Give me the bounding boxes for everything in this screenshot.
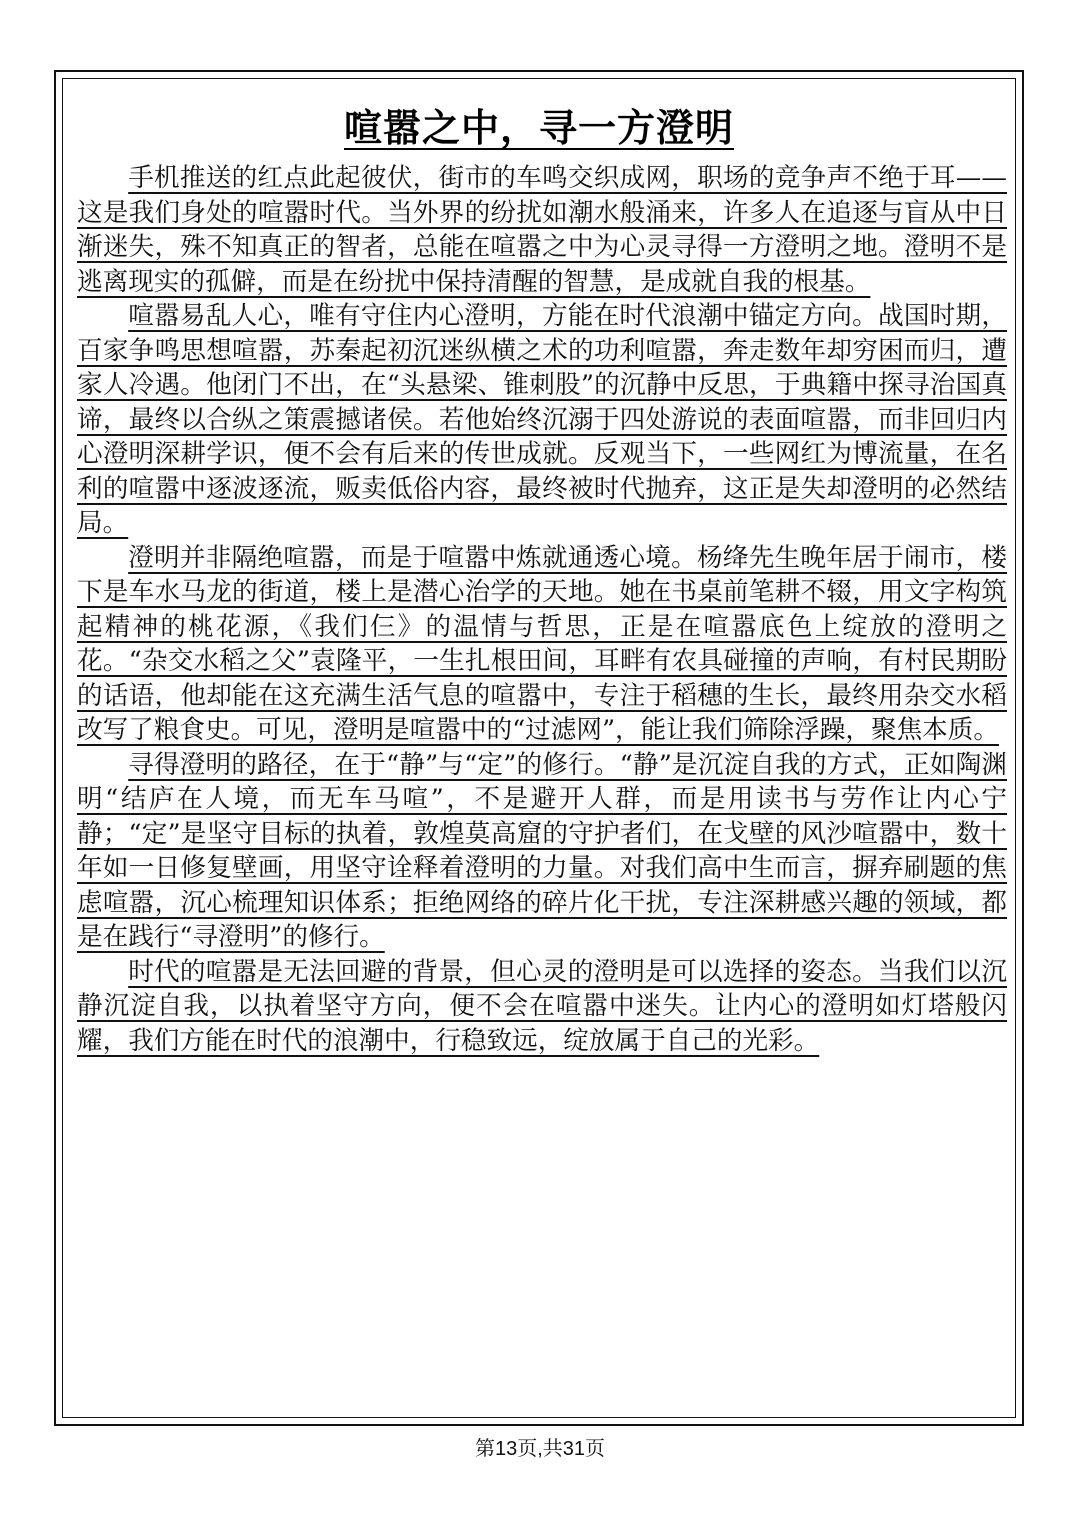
essay-body <box>77 161 1007 1058</box>
paragraph-2-text: 喧嚣易乱人心，唯有守住内心澄明，方能在时代浪潮中锚定方向。战国时期，百家争鸣思想喧嚣，苏秦起初沉迷纵横之术的功利喧嚣，奔走数年却穷困而归，遭家人冷遇。他闭门不出，在“头悬梁、锥刺股”的沉静中反思，于典籍中探寻治国真谛，最终以合纵之策震撼诸侯。若他始终沉溺于四处游说的表面喧嚣，而非回归内心澄明深耕学识，便不会有后来的传世成就。反观当下，一些网红为博流量，在名利的喧嚣中逐波逐流，贩卖低俗内容，最终被时代抛弃，这正是失却澄明的必然结局。 <box>77 301 1007 538</box>
page-number: 第13页,共31页 <box>474 1438 606 1460</box>
paragraph-3 <box>77 541 1007 748</box>
paragraph-5-text: 时代的喧嚣是无法回避的背景，但心灵的澄明是可以选择的姿态。当我们以沉静沉淀自我，以执着坚守方向，便不会在喧嚣中迷失。让内心的澄明如灯塔般闪耀，我们方能在时代的浪潮中，行稳致远，绽放属于自己的光彩。 <box>77 956 1007 1056</box>
essay-title-text: 喧嚣之中，寻一方澄明 <box>343 106 734 150</box>
paragraph-1-text: 手机推送的红点此起彼伏，街市的车鸣交织成网，职场的竞争声不绝于耳——这是我们身处的喧嚣时代。当外界的纷扰如潮水般涌来，许多人在追逐与盲从中日渐迷失，殊不知真正的智者，总能在喧嚣之中为心灵寻得一方澄明之地。澄明不是逃离现实的孤僻，而是在纷扰中保持清醒的智慧，是成就自我的根基。 <box>77 163 1007 297</box>
page-border-inner <box>62 78 1016 1418</box>
paragraph-1 <box>77 161 1007 299</box>
paragraph-3-text: 澄明并非隔绝喧嚣，而是于喧嚣中炼就通透心境。杨绛先生晚年居于闹市，楼下是车水马龙的街道，楼上是潜心治学的天地。她在书桌前笔耕不辍，用文字构筑起精神的桃花源，《我们仨》的温情与哲思，正是在喧嚣底色上绽放的澄明之花。“杂交水稻之父”袁隆平，一生扎根田间，耳畔有农具碰撞的声响，有村民期盼的话语，他却能在这充满生活气息的喧嚣中，专注于稻穗的生长，最终用杂交水稻改写了粮食史。可见，澄明是喧嚣中的“过滤网”，能让我们筛除浮躁，聚焦本质。 <box>77 542 1007 745</box>
paragraph-5 <box>77 955 1007 1059</box>
paragraph-2 <box>77 299 1007 541</box>
paragraph-4-text: 寻得澄明的路径，在于“静”与“定”的修行。“静”是沉淀自我的方式，正如陶渊明“结庐在人境，而无车马喧”，不是避开人群，而是用读书与劳作让内心宁静；“定”是坚守目标的执着，敦煌莫高窟的守护者们，在戈壁的风沙喧嚣中，数十年如一日修复壁画，用坚守诠释着澄明的力量。对我们高中生而言，摒弃刷题的焦虑喧嚣，沉心梳理知识体系；拒绝网络的碎片化干扰，专注深耕感兴趣的领域，都是在践行“寻澄明”的修行。 <box>77 749 1007 952</box>
paragraph-4 <box>77 748 1007 955</box>
page-border <box>54 70 1024 1426</box>
essay-title <box>63 97 1015 152</box>
